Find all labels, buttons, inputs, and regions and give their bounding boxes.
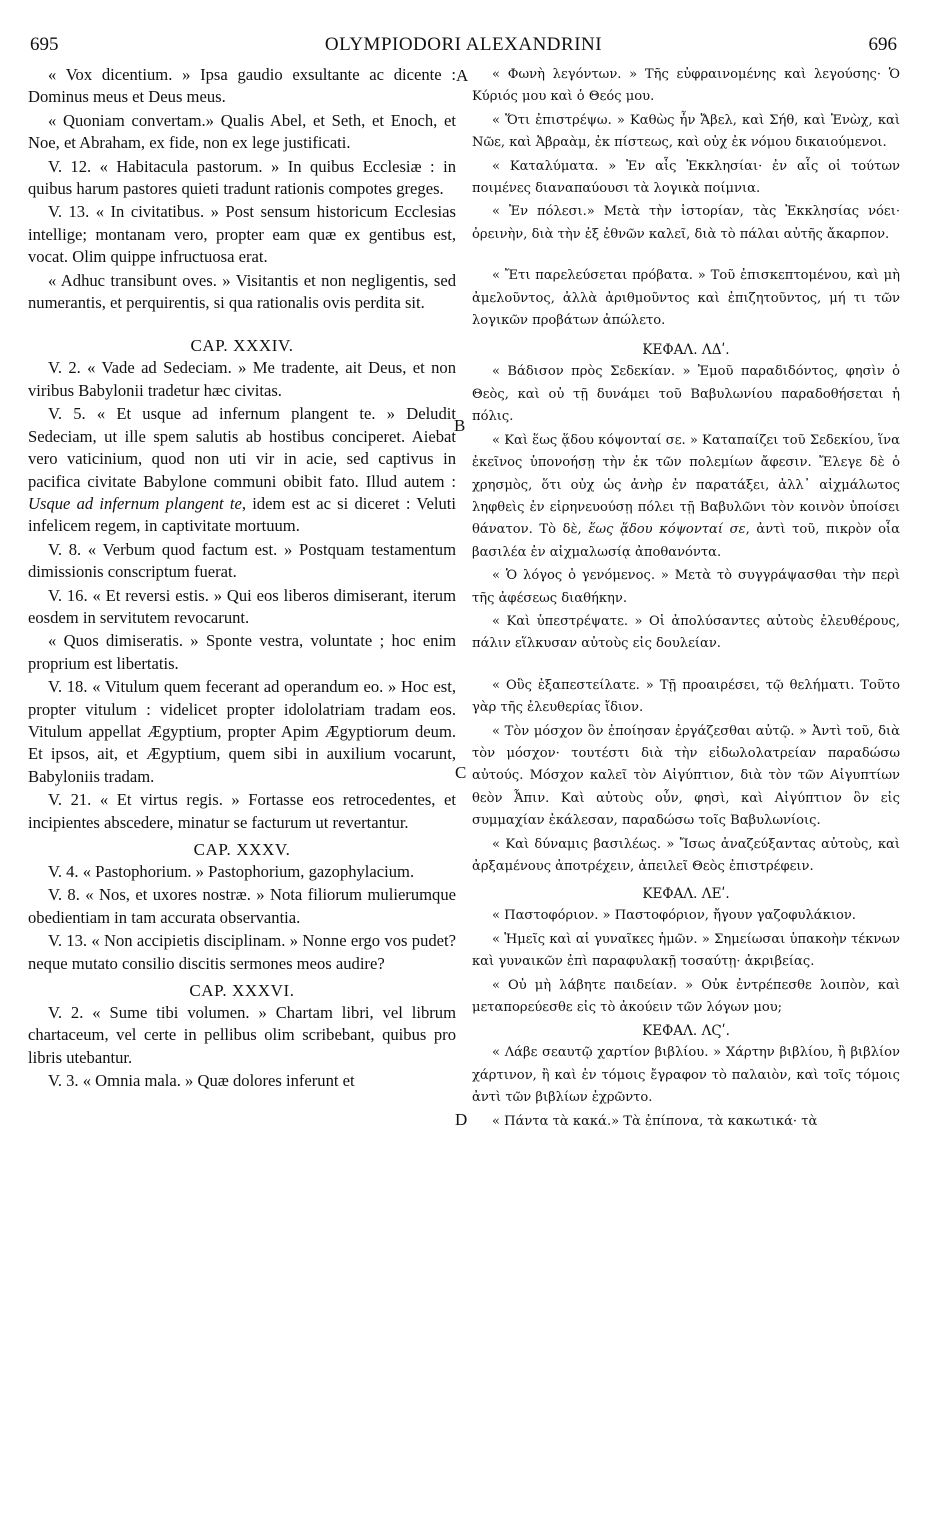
paragraph-text: , idem est ac si diceret : Veluti infelicem regem, in captivitate mortuum. [28,493,456,536]
chapter-heading: CAP. XXXIV. [190,336,294,356]
greek-paragraph: « Οὓς ἐξαπεστείλατε. » Τῇ προαιρέσει, τῷ θελήματι. Τοῦτο γὰρ τῆς ἐλευθερίας ἴδιον. [472,677,900,716]
greek-paragraph: « Ὅτι ἐπιστρέψω. » Καθὼς ἦν Ἄβελ, καὶ Σήθ, καὶ Ἐνὼχ, καὶ Νῶε, καὶ Ἀβραὰμ, ἐκ πίστεως, καὶ οὐχ ἐκ νόμου δικαιούμενοι. [472,112,900,151]
latin-paragraph: « Adhuc transibunt oves. » Visitantis et non negligentis, sed numerantis, et perquirentis, si qua rationalis ovis perdita sit. [28,270,456,313]
italic-quote: ἕως ᾅδου κόψονταί σε [588,522,746,538]
greek-paragraph: « Πάντα τὰ κακά.» Τὰ ἐπίπονα, τὰ κακωτικά· τὰ [492,1113,818,1129]
chapter-heading: CAP. XXXV. [193,840,291,859]
chapter-heading: CAP. XXXVI. [189,981,295,1001]
latin-paragraph: V. 13. « In civitatibus. » Post sensum historicum Ecclesias intellige; montanam vero, propter eam quæ ex gentibus est, vocat. Olim quippe infructuosa erat. [28,202,456,267]
greek-paragraph: « Ἔτι παρελεύσεται πρόβατα. » Τοῦ ἐπισκεπτομένου, καὶ μὴ ἀμελοῦντος, ἀλλὰ ἀριθμοῦντος καὶ ἐπιζητοῦντος, μή τι τῶν λογικῶν προβάτων ἀπώλετο. [472,268,900,329]
greek-paragraph: « Φωνὴ λεγόντων. » Τῆς εὐφραινομένης καὶ λεγούσης· Ὁ Κύριός μου καὶ ὁ Θεός μου. [472,67,900,105]
latin-paragraph: V. 3. « Omnia mala. » Quæ dolores inferunt et [48,1071,355,1091]
greek-paragraph: « Τὸν μόσχον ὃν ἐποίησαν ἐργάζεσθαι αὐτῷ. » Ἀντὶ τοῦ, διὰ τὸν μόσχον· τουτέστι διὰ τὴν εἰδωλολατρείαν παραδώσω αὐτούς. Μόσχον καλεῖ τὸν Αἰγύπτιον, διὰ τὸν τῶν Αἰγυπτίων θεὸν Ἆπιν. Καὶ αὐτοὺς οὖν, φησὶ, καὶ Αἰγύπτιον ὃν εἰς συμμαχίαν ἐκάλεσαν, παραδώσω τοῖς Βαβυλωνίοις. [472,723,900,829]
greek-paragraph: « Βάδισον πρὸς Σεδεκίαν. » Ἐμοῦ παραδιδόντος, φησὶν ὁ Θεὸς, καὶ οὐ τῇ δυνάμει τοῦ Βαβυλωνίου παραδοθήσεται ἡ πόλις. [472,364,900,425]
running-header [30,34,897,60]
greek-paragraph: « Ἐν πόλεσι.» Μετὰ τὴν ἱστορίαν, τὰς Ἐκκλησίας νόει· ὀρεινὴν, διὰ τὴν ἐξ ἐθνῶν καλεῖ, διὰ τὸ πάλαι αὐτῆς ἄκαρπον. [472,204,900,242]
latin-paragraph: V. 21. « Et virtus regis. » Fortasse eos retrocedentes, et incipientes abscedere, minatur se facturum ut revertantur. [28,790,456,832]
italic-quote: Usque ad infernum plangent te [28,493,242,513]
paragraph-text: « Καὶ ἕως ᾅδου κόψονταί σε. » Καταπαίζει τοῦ Σεδεκίου, ἵνα ἐκεῖνος ὑπονοήσῃ τὴν ἐκ τῶν πολεμίων ἄφεσιν. Ἔλεγε δὲ ὁ χρησμὸς, ὅτι οὐχ ὡς ἀνὴρ ἐν παρατάξει, ἀλλ᾽ αἰχμάλωτος ληφθεὶς ἐν εἰρηνευούσῃ πόλει τῇ Βαβυλῶνι τὸν κοινὸν ὑποίσει θάνατον. Τὸ δὲ, [472,432,900,538]
greek-paragraph: « Καὶ ὑπεστρέψατε. » Οἱ ἀπολύσαντες αὐτοὺς ἐλευθέρους, πάλιν εἵλκυσαν αὐτοὺς εἰς δουλείαν. [472,613,900,652]
greek-paragraph: « Καταλύματα. » Ἐν αἷς Ἐκκλησίαι· ἐν αἷς οἱ τούτων ποιμένες διαναπαύουσι τὰ λογικὰ ποίμνια. [472,158,900,197]
paragraph-text: , ἀντὶ τοῦ, πικρὸν οἷα βασιλέα ἐν αἰχμαλωσίᾳ ἀποθανόντα. [472,522,901,560]
greek-paragraph: « Παστοφόριον. » Παστοφόριον, ἤγουν γαζοφυλάκιον. [492,908,856,924]
greek-paragraph: « Καὶ δύναμις βασιλέως. » Ἴσως ἀναζεύξαντας αὐτοὺς, καὶ ἀρξαμένους ἀποτρέχειν, ἀπειλεῖ Θεὸς ἐπιστρέφειν. [472,836,900,874]
chapter-heading-greek: ΚΕΦΑΛ. ΛΕʹ. [642,886,730,903]
latin-paragraph [28,403,456,537]
greek-column [472,64,900,1134]
greek-paragraph: « Λάβε σεαυτῷ χαρτίον βιβλίου. » Χάρτην βιβλίου, ἢ βιβλίον χάρτινον, ἢ καὶ ἐν τόμοις ἔγραφον τὸ παλαιὸν, καὶ τοῖς τόμοις ἀντὶ τῶν βιβλίων ἐχρῶντο. [472,1045,900,1106]
latin-paragraph: « Vox dicentium. » Ipsa gaudio exsultante ac dicente : Dominus meus et Deus meus. [28,65,456,107]
latin-paragraph: V. 12. « Habitacula pastorum. » In quibus Ecclesiæ : in quibus harum pastores quieti tradunt rationis compotes greges. [28,156,456,199]
greek-paragraph: « Ὁ λόγος ὁ γενόμενος. » Μετὰ τὸ συγγράψασθαι τὴν περὶ τῆς ἀφέσεως διαθήκην. [472,568,900,606]
latin-paragraph: V. 4. « Pastophorium. » Pastophorium, gazophylacium. [48,862,415,881]
chapter-heading-greek: ΚΕΦΑΛ. ΛΔʹ. [642,342,730,359]
latin-paragraph: V. 2. « Vade ad Sedeciam. » Me tradente, ait Deus, et non viribus Babylonii tradetur hæc civitas. [28,358,456,400]
latin-paragraph: V. 8. « Nos, et uxores nostræ. » Nota filiorum mulierumque obedientiam in tam accurata observantia. [28,885,456,927]
greek-paragraph: « Ἡμεῖς καὶ αἱ γυναῖκες ἡμῶν. » Σημείωσαι ὑπακοὴν τέκνων καὶ γυναικῶν ἐπὶ παραφυλακῇ τοσαύτῃ· ἀκριβείας. [472,931,900,970]
margin-marker-d: D [455,1110,468,1129]
greek-paragraph: « Οὐ μὴ λάβητε παιδείαν. » Οὐκ ἐντρέπεσθε λοιπὸν, καὶ μεταπορεύεσθε εἰς τὸ ἀκούειν τῶν λόγων μου; [472,977,900,1016]
latin-paragraph: V. 16. « Et reversi estis. » Qui eos liberos dimiserant, iterum eosdem in servitutem revocarunt. [28,585,456,627]
paragraph-text: V. 5. « Et usque ad infernum plangent te. » Deludit Sedeciam, ut ille spem salutis ab hostibus conciperet. Aiebat vero vaticinium, quod non uti vir in acie, sed captivus in pacifica civitate Babylone communi obibit fato. Illud autem : [28,404,456,491]
latin-paragraph: V. 18. « Vitulum quem fecerant ad operandum eo. » Hoc est, propter vitulum : videlicet propter idololatriam tradam eos. Vitulum appellat Ægyptium, propter Apim Ægyptiorum deum. Et ipsos, ait, et Ægyptium, quem sibi in auxilium vocarunt, Babyloniis tradam. [28,677,456,786]
latin-paragraph: « Quos dimiseratis. » Sponte vestra, voluntate ; hoc enim proprium est libertatis. [28,631,456,673]
latin-paragraph: V. 2. « Sume tibi volumen. » Chartam libri, vel librum chartaceum, vel certe in pellibus olim scribebant, quibus pro libris utebantur. [28,1003,456,1067]
margin-marker-c: C [455,763,467,782]
latin-paragraph: V. 13. « Non accipietis disciplinam. » Nonne ergo vos pudet? neque mutato consilio discitis sermones meos audire? [28,931,456,973]
page-number-right: 696 [868,34,897,55]
chapter-heading-greek: ΚΕΦΑΛ. ΛϚʹ. [642,1023,730,1040]
greek-paragraph [472,430,900,564]
latin-paragraph: V. 8. « Verbum quod factum est. » Postquam testamentum dimissionis conscriptum fuerat. [28,539,456,582]
latin-paragraph: « Quoniam convertam.» Qualis Abel, et Seth, et Enoch, et Noe, et Abraham, ex fide, non ex lege justificati. [28,110,456,153]
margin-marker-a: A [456,66,469,85]
margin-marker-b: B [454,416,466,435]
latin-column [28,64,456,1094]
running-title: OLYMPIODORI ALEXANDRINI [324,34,603,55]
page-number-left: 695 [30,34,59,55]
